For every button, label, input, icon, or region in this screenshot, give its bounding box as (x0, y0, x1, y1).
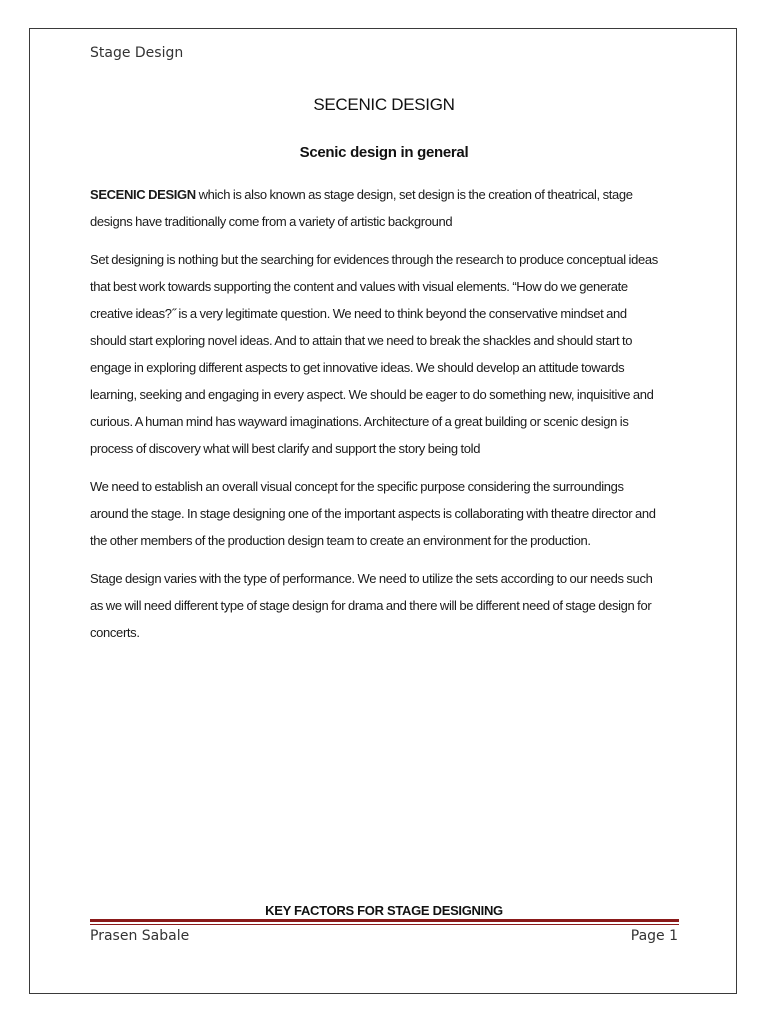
paragraph-1 (90, 181, 680, 235)
paragraph-line: Stage design varies with the type of performance. We need to utilize the sets according to our needs such (90, 571, 653, 586)
paragraph-line: creative ideas?˝ is a very legitimate question. We need to think beyond the conservative mindset and (90, 306, 627, 321)
paragraph-line: engage in exploring different aspects to get innovative ideas. We should develop an attitude towards (90, 360, 625, 375)
footer-author: Prasen Sabale (90, 928, 190, 944)
section-heading: Scenic design in general (299, 144, 469, 161)
body-text (90, 181, 680, 657)
paragraph-line: Set designing is nothing but the searching for evidences through the research to produce conceptual ideas (90, 252, 658, 267)
page-number: Page 1 (630, 928, 678, 944)
footer-rule-thick (90, 919, 679, 922)
footer-heading: KEY FACTORS FOR STAGE DESIGNING (265, 903, 503, 918)
paragraph-line: We need to establish an overall visual concept for the specific purpose considering the surroundings (90, 479, 624, 494)
paragraph-line: should start exploring novel ideas. And to attain that we need to break the shackles and should start to (90, 333, 633, 348)
paragraph-line: SECENIC DESIGN which is also known as stage design, set design is the creation of theatrical, stage (90, 187, 633, 202)
paragraph-line: concerts. (90, 625, 140, 640)
paragraph-line: that best work towards supporting the content and values with visual elements. “How do we generate (90, 279, 628, 294)
paragraph-lead: SECENIC DESIGN (90, 187, 196, 202)
paragraph-2 (90, 246, 680, 462)
document-title: SECENIC DESIGN (313, 95, 455, 114)
paragraph-line: the other members of the production design team to create an environment for the production. (90, 533, 591, 548)
paragraph-line: process of discovery what will best clarify and support the story being told (90, 441, 481, 456)
footer-rule-thin (90, 924, 679, 925)
paragraph-line: designs have traditionally come from a variety of artistic background (90, 214, 453, 229)
paragraph-line: as we will need different type of stage design for drama and there will be different need of stage design for (90, 598, 652, 613)
paragraph-line: learning, seeking and engaging in every aspect. We should be eager to do something new, inquisitive and (90, 387, 654, 402)
paragraph-4 (90, 565, 680, 646)
paragraph-line: curious. A human mind has wayward imaginations. Architecture of a great building or scenic design is (90, 414, 629, 429)
paragraph-3 (90, 473, 680, 554)
running-header: Stage Design (90, 45, 184, 61)
paragraph-line: around the stage. In stage designing one of the important aspects is collaborating with theatre director and (90, 506, 656, 521)
